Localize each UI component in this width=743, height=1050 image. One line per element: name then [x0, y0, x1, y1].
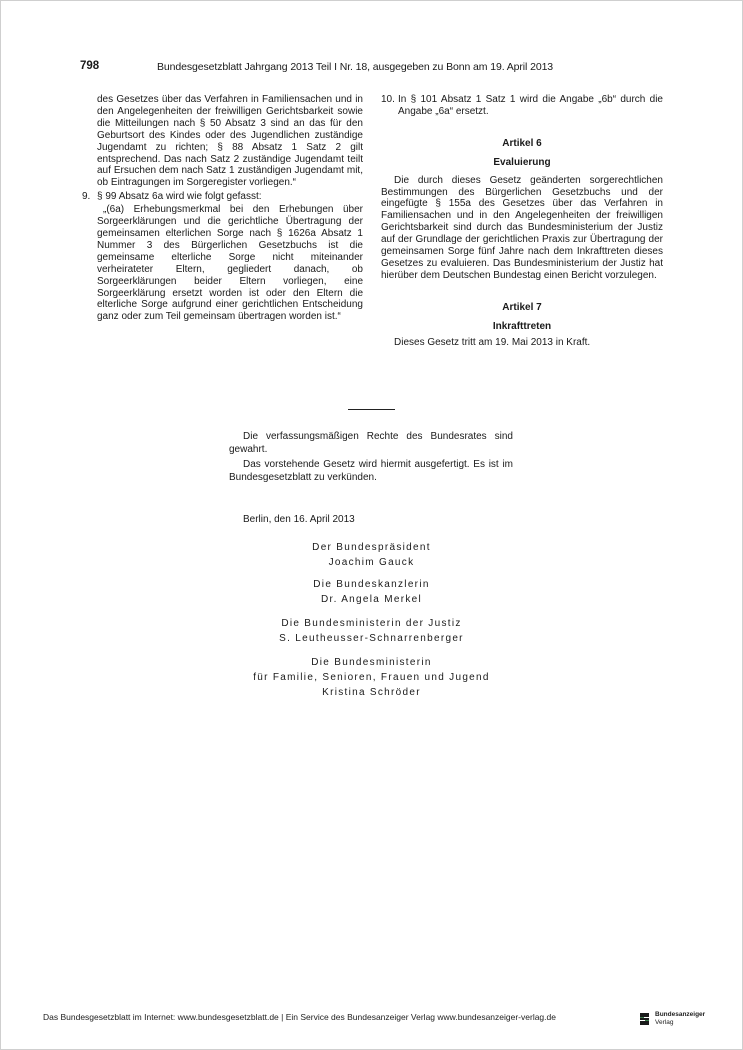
signer-justice-minister — [0, 616, 743, 646]
signer-role: Die Bundesministerin der Justiz — [281, 618, 462, 629]
list-item-10 — [381, 94, 663, 118]
logo-text — [655, 1011, 705, 1026]
signer-role-line-2: für Familie, Senioren, Frauen und Jugend — [253, 672, 490, 683]
item-text: In § 101 Absatz 1 Satz 1 wird die Angabe „6b“ durch die Angabe „6a“ ersetzt. — [398, 94, 663, 117]
closing-paragraph-2: Das vorstehende Gesetz wird hiermit ausgefertigt. Es ist im Bundesgesetzblatt zu verkünden. — [229, 459, 513, 483]
publisher-logo — [638, 1011, 713, 1029]
item-text: § 99 Absatz 6a wird wie folgt gefasst: — [97, 191, 262, 203]
signer-family-minister — [0, 655, 743, 700]
list-item-9 — [82, 191, 363, 203]
signer-name: S. Leutheusser-Schnarrenberger — [279, 633, 464, 644]
page-header — [0, 60, 743, 76]
continuation-paragraph: des Gesetzes über das Verfahren in Familiensachen und in den Angelegenheiten der freiwilligen Gerichtsbarkeit sowie die Mitteilungen nach § 50 Absatz 3 sind an das für den Geburtsort des Kindes oder des Jugendlichen zuständige Jugendamt zu richten; § 88 Absatz 1 Satz 2 gilt entsprechend. Das nach Satz 2 zuständige Jugendamt teilt auf Ersuchen dem nach Satz 1 zuständigen Jugendamt mit, ob Eintragungen im Sorgeregister vorliegen.“ — [97, 94, 363, 189]
header-title: Bundesgesetzblatt Jahrgang 2013 Teil I Nr. 18, ausgegeben zu Bonn am 19. April 2013 — [157, 61, 554, 73]
closing-formula — [229, 431, 513, 487]
item-number: 9. — [82, 191, 91, 203]
logo-line-1: Bundesanzeiger — [655, 1011, 706, 1018]
signer-chancellor — [0, 577, 743, 607]
signer-president — [0, 540, 743, 570]
left-column — [82, 94, 363, 323]
page-number: 798 — [80, 60, 100, 72]
bundesanzeiger-logo-icon — [638, 1011, 652, 1027]
right-column — [381, 94, 663, 349]
place-and-date: Berlin, den 16. April 2013 — [243, 514, 355, 525]
footer-text: Das Bundesgesetzblatt im Internet: www.bundesgesetzblatt.de | Ein Service des Bundesanzeiger Verlag www.bundesanzeiger-verlag.de — [43, 1012, 556, 1022]
signature-block — [0, 540, 743, 709]
quoted-provision — [82, 204, 363, 323]
signer-name: Joachim Gauck — [328, 557, 415, 568]
article-6-heading: Artikel 6 — [502, 137, 542, 149]
signer-role: Die Bundesministerin — [311, 657, 432, 668]
quote-text: „(6a) Erhebungsmerkmal bei den Erhebungen über Sorgeerklärungen und die gerichtliche Übertragung der gemeinsamen elterlichen Sorge nach § 1626a Absatz 1 Nummer 3 des Bürgerlichen Gesetzbuchs ist die gemeinsame elterliche Sorge nicht miteinander verheirateter Eltern, gegliedert danach, ob Sorgeerklärungen beider Eltern vorliegen, eine Sorgeerklärung ersetzt worden ist oder den Eltern die elterliche Sorge aufgrund einer gerichtlichen Entscheidung ganz oder zum Teil gemeinsam übertragen worden ist.“ — [97, 204, 363, 323]
article-7-title: Inkrafttreten — [492, 320, 552, 332]
closing-paragraph-1: Die verfassungsmäßigen Rechte des Bundesrates sind gewahrt. — [229, 431, 513, 455]
signer-role: Der Bundespräsident — [312, 542, 431, 553]
article-6-title: Evaluierung — [493, 156, 551, 168]
signer-name: Kristina Schröder — [322, 687, 421, 698]
signer-name: Dr. Angela Merkel — [320, 594, 423, 605]
article-7-heading: Artikel 7 — [502, 301, 542, 313]
signer-role: Die Bundeskanzlerin — [313, 579, 430, 590]
separator-line — [348, 409, 395, 410]
article-6-text: Die durch dieses Gesetz geänderten sorgerechtlichen Bestimmungen des Bürgerlichen Gesetzbuchs und der eingefügte § 155a des Gesetzes über das Verfahren in Familiensachen und in den Angelegenheiten der freiwilligen Gerichtsbarkeit sind durch das Bundesministerium der Justiz auf der Grundlage der gerichtlichen Praxis zur Übertragung der gemeinsamen Sorge fünf Jahre nach dem Inkrafttreten dieses Gesetzes zu evaluieren. Das Bundesministerium der Justiz hat hierüber dem Deutschen Bundestag einen Bericht vorzulegen. — [381, 174, 663, 281]
article-7-text: Dieses Gesetz tritt am 19. Mai 2013 in Kraft. — [394, 336, 591, 348]
logo-line-2: Verlag — [655, 1018, 674, 1026]
item-number: 10. — [381, 94, 395, 105]
